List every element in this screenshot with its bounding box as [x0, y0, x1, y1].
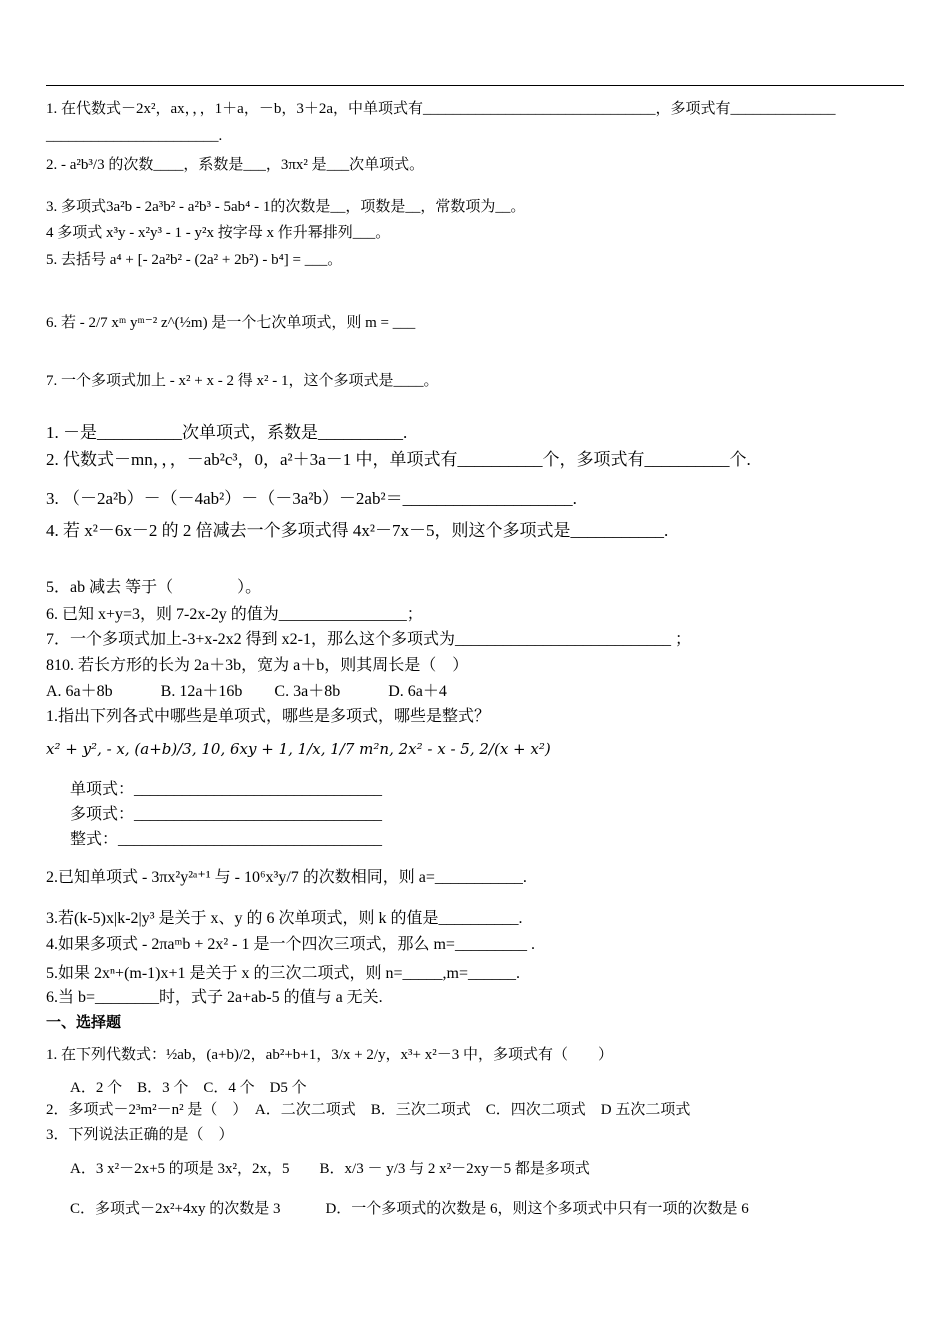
c-classify-prompt: 1.指出下列各式中哪些是单项式，哪些是多项式，哪些是整式？: [46, 708, 491, 725]
a-q1-line1: 1. 在代数式－2x²，ax，，，1＋a，－b，3＋2a，中单项式有_______________________________，多项式有______________: [46, 101, 836, 117]
d-q3: 3．下列说法正确的是（ ）: [46, 1127, 234, 1143]
b-q2: 2. 代数式－mn，，，－ab²c³，0，a²＋3a－1 中，单项式有__________个，多项式有__________个.: [46, 450, 751, 469]
b-q3: 3. （－2a²b）－（－4ab²）－（－3a²b）－2ab²＝____________________.: [46, 489, 577, 508]
b-q1: 1. －是__________次单项式，系数是__________.: [46, 423, 408, 442]
d-q3-cd: C．多项式－2x²+4xy 的次数是 3 D．一个多项式的次数是 6，则这个多项式中只有一项的次数是 6: [70, 1201, 749, 1217]
a-q5: 5. 去括号 a⁴ + [- 2a²b² - (2a² + 2b²) - b⁴] = ___。: [46, 252, 343, 268]
c-q810: 810. 若长方形的长为 2a＋3b，宽为 a＋b，则其周长是（ ）: [46, 657, 469, 674]
c-q6: 6. 已知 x+y=3，则 7-2x-2y 的值为________________；: [46, 606, 423, 623]
a-q4: 4 多项式 x³y - x²y³ - 1 - y²x 按字母 x 作升幂排列___。: [46, 225, 391, 241]
d-q1-options: A．2 个 B．3 个 C．4 个 D5 个: [70, 1080, 307, 1096]
d-q2: 2．多项式－2³m²－n² 是（ ） A．二次二项式 B．三次二项式 C．四次二项式 D 五次二项式: [46, 1102, 691, 1118]
a-q3: 3. 多项式3a²b - 2a³b² - a²b³ - 5ab⁴ - 1的次数是__，项数是__，常数项为__。: [46, 199, 526, 215]
c-monomial-blank: 单项式：_______________________________: [70, 781, 383, 798]
a-q2: 2. - a²b³/3 的次数____，系数是___，3πx² 是___次单项式。: [46, 157, 425, 173]
a-q7: 7. 一个多项式加上 - x² + x - 2 得 x² - 1，这个多项式是____。: [46, 373, 439, 389]
c-q4: 4.如果多项式 - 2πaᵐb + 2x² - 1 是一个四次三项式，那么 m=_________ .: [46, 936, 535, 953]
c-q5: 5．ab 减去 等于（ ）。: [46, 579, 262, 596]
c-q7: 7．一个多项式加上-3+x-2x2 得到 x2-1，那么这个多项式为___________________________ ；: [46, 631, 692, 648]
a-q6: 6. 若 - 2/7 xᵐ yᵐ⁻² z^(½m) 是一个七次单项式，则 m = ___: [46, 315, 416, 331]
c-polynomial-blank: 多项式：_______________________________: [70, 806, 383, 823]
d-q3-ab: A．3 x²－2x+5 的项是 3x²，2x，5 B．x/3 － y/3 与 2 x²－2xy－5 都是多项式: [70, 1161, 590, 1177]
c-q3: 3.若(k-5)x|k-2|y³ 是关于 x、y 的 6 次单项式，则 k 的值是__________.: [46, 910, 523, 927]
b-q4: 4. 若 x²－6x－2 的 2 倍减去一个多项式得 4x²－7x－5，则这个多项式是___________.: [46, 521, 669, 540]
top-rule: [46, 85, 904, 86]
c-q5b: 5.如果 2xⁿ+(m-1)x+1 是关于 x 的三次二项式，则 n=_____,m=______.: [46, 965, 521, 982]
c-q2: 2.已知单项式 - 3πx²y²ᵃ⁺¹ 与 - 10⁶x³y/7 的次数相同，则 a=___________.: [46, 869, 527, 886]
d-heading: 一、选择题: [46, 1015, 122, 1031]
c-classify-expressions: x² + y², - x, (a+b)/3, 10, 6xy + 1, 1/x, 1/7 m²n, 2x² - x - 5, 2/(x + x²): [46, 740, 551, 758]
a-q1-line2: _______________________.: [46, 128, 223, 144]
c-integral-blank: 整式：_________________________________: [70, 831, 383, 848]
c-q6b: 6.当 b=________时，式子 2a+ab-5 的值与 a 无关.: [46, 989, 383, 1006]
d-q1: 1. 在下列代数式：½ab，(a+b)/2，ab²+b+1，3/x + 2/y，x³+ x²－3 中，多项式有（ ）: [46, 1047, 614, 1063]
c-q810-options: A. 6a＋8b B. 12a＋16b C. 3a＋8b D. 6a＋4: [46, 683, 447, 700]
